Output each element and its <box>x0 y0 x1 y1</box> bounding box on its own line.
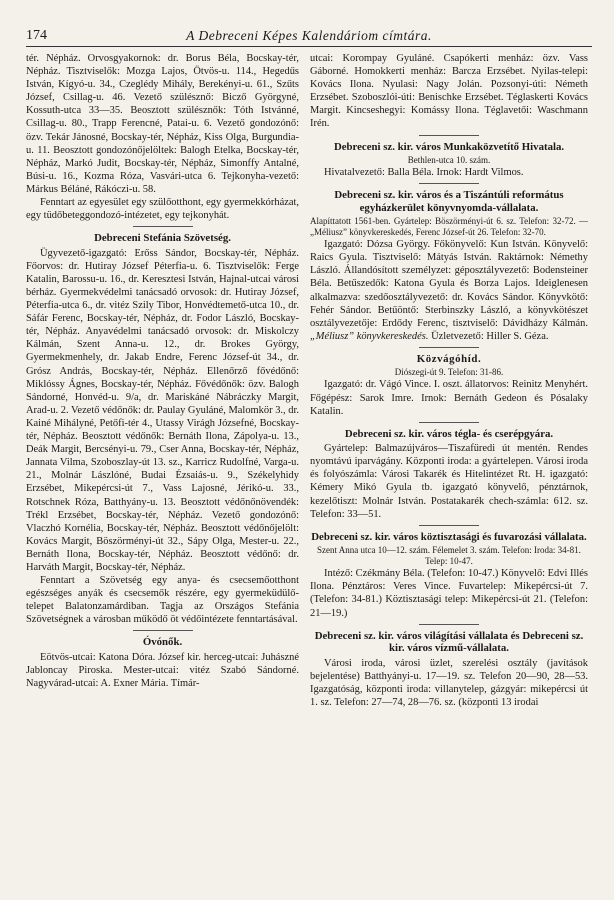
munkakozvetito-paragraph: Hivatalvezető: Balla Béla. Irnok: Hardt Vilmos. <box>324 167 524 179</box>
konyvnyomda-address: Alapíttatott 1561-ben. Gyártelep: Böszörményi-út 6. sz. Telefon: 32-72. — „Méliusz” könyvkereskedés, Ferenc József-út 26. Telefon: 32-70. <box>310 216 588 238</box>
running-title: A Debreceni Képes Kalendáriom címtára. <box>186 28 432 43</box>
tegla-paragraph: Gyártelep: Balmazújváros—Tiszafüredi út mentén. Rendes nyomtávú iparvágány. Központi iroda: a gyártelepen. Városi iroda és folyószámla: Városi Takarék és Hitelintézet Rt. H. igazgató: Kémery Mikó Gyula tb. igazgató könyvelő, pénztárnok, kezelőtiszt: Molnár István. Postatakarék chech-számla: 612. sz. Telefon: 33—51. <box>310 443 588 520</box>
munkakozvetito-section-title: Debreceni sz. kir. város Munkaközvetítő Hivatala. <box>333 140 565 153</box>
section-divider <box>419 135 479 136</box>
section-divider <box>419 624 479 625</box>
page-header <box>26 28 592 47</box>
intro-paragraph: tér. Népház. Orvosgyakornok: dr. Borus Béla, Bocskay-tér, Népház. Tisztviselők: Mozga Lajos, Ötvös-u. 114., Hegedűs István, Kígyó-u. 34., Czeglédy Mihály, Berekényi-u. 61., Szűts József, Csillag-u. 46. Vezető szülésznő: Bicző Györgyné, Kossuth-utca 33—35. Beosztott szülésznők: Tóth Istvánné, Csillag-u. 80., Trapp Ferencné, Patai-u. 6. Vezető gondozónő: özv. Tekár Jánosné, Bocskay-tér, Népház, Kiss Olga, Burgundia-u. 11. Beosztott gondozónőjelöltek: Balogh Etelka, Bocskay-tér, Népház, Markó Judit, Bocskay-tér, Népház, Simonffy Antalné, Búsi-u. 16., Kozma Róza, Vasvári-utca 6. Tejkonyha-vezető: Márkus Béláné, Rákóczi-u. 58. <box>26 53 299 195</box>
section-divider <box>133 630 193 631</box>
ovonok-paragraph: Eötvös-utcai: Katona Dóra. József kir. herceg-utcai: Juhászné Jabloncay Piroska. Mester-utcai: vitéz Szabó Sándorné. Nagyvárad-utcai: A. Exner Mária. Tímár- <box>26 651 299 690</box>
stefania-paragraph-2: Fenntart a Szövetség egy anya- és csecsemőotthont egészséges anyák és csecsemők részére, egy gyermeküdülő-telepet Balatonzamárdiban. Tagja az Országos Stefánia Szövetségnek a városban működő öt védőintézete fenntartásával. <box>26 575 299 626</box>
koztisztasagi-address: Szent Anna utca 10—12. szám. Félemelet 3. szám. Telefon: Iroda: 34-81. Telep: 10-47. <box>317 545 581 567</box>
kozvagohid-address: Diószegi-út 9. Telefon: 31-86. <box>394 367 504 378</box>
section-divider <box>133 226 193 227</box>
section-divider <box>419 183 479 184</box>
konyvnyomda-text-b: Üzletvezető: Hiller S. Géza. <box>428 330 549 342</box>
right-column <box>310 52 588 894</box>
meliusz-bookshop-name: „Méliusz” könyvkereskedés. <box>310 330 429 342</box>
ovonok-section-title: Óvónők. <box>142 636 183 649</box>
konyvnyomda-text-a: Igazgató: Dózsa György. Főkönyvelő: Kun István. Könyvelő: Raics Gyula. Tisztviselő: Mátyás István. Raktárnok: Némethy László. Állandósított személyzet: géposztályvezető: Bodensteiner Béla. Betűszedők: Katona Gyula és Borza Lajos. Ideiglenesen alkalmazva: szedőosztályvezető: dr. Kovács Sándor. Könyvkötő: Fehér Sándor. Betűöntő: Sterbinszky László, a könyvkötészet osztályvezetője: Erdődy Ferenc, tisztviselő: Dávidházy Kálmán. <box>310 239 588 329</box>
koztisztasagi-paragraph: Intéző: Czékmány Béla. (Telefon: 10-47.) Könyvelő: Edvi Illés Ilona. Pénztáros: Veres Vince. Fuvartelep: Mikepércsi-út 7. (Telefon: 34-81.) Köztisztasági telep: Mikepércsi-út 21. (Telefon: 21—19.) <box>310 568 588 619</box>
section-divider <box>419 347 479 348</box>
koztisztasagi-section-title: Debreceni sz. kir. város köztisztasági és fuvarozási vállalata. <box>311 530 587 543</box>
konyvnyomda-paragraph <box>310 238 588 343</box>
tegla-section-title: Debreceni sz. kir. város tégla- és cserépgyára. <box>344 427 554 440</box>
vilagitasi-paragraph: Városi iroda, városi üzlet, szerelési osztály (javítások bejelentése) Batthyányi-u. 17—19. sz. Telefon 20—90, 28—53. Igazgatóság, központi iroda: villanytelep, gázgyár: mikepércsi út 1. sz. Telefon: 27—74, 28—76. sz. (központi 13 irodai <box>310 657 588 708</box>
page-number: 174 <box>26 28 47 43</box>
section-divider <box>419 422 479 423</box>
left-column <box>26 52 299 894</box>
stefania-section-title: Debreceni Stefánia Szövetség. <box>94 232 231 245</box>
kozvagohid-section-title: Közvágóhíd. <box>416 352 482 365</box>
ovonok-continued-paragraph: utcai: Korompay Gyuláné. Csapókerti menház: özv. Vass Gáborné. Homokkerti menház: Barcza Erzsébet. Nyilas-telepi: Kovács Ilona. Nyulasi: Nagy Jolán. Pozsonyi-úti: Németh Erzsébet. Szoboszlói-úti: Benischke Erzsébet. Téglaskerti Kovács Margit. Kincseshegyi: Komássy Ilona. Téglavetői: Waschmann Irén. <box>310 53 588 130</box>
kozvagohid-paragraph: Igazgató: dr. Vágó Vince. I. oszt. állatorvos: Reinitz Menyhért. Főgépész: Sarok Imre. Irnok: Bernáth Gedeon és Pósalaky Katalin. <box>310 379 588 417</box>
konyvnyomda-section-title: Debreceni sz. kir. város és a Tiszántúli református egyházkerület könyvnyomda-vállalata. <box>334 189 564 214</box>
intro-paragraph-2: Fenntart az egyesület egy szülőotthont, egy gyermekkórházat, egy tüdőbeteggondozó-intézetet, egy tejkonyhát. <box>26 197 299 222</box>
munkakozvetito-address: Bethlen-utca 10. szám. <box>407 155 491 166</box>
vilagitasi-section-title: Debreceni sz. kir. város világítási vállalata és Debreceni sz. kir. város vízmű-vállalata. <box>314 629 584 655</box>
stefania-paragraph: Ügyvezető-igazgató: Erőss Sándor, Bocskay-tér, Népház. Főorvos: dr. Hutiray József Péterfia-u. 6. Tisztviselők: Ferge Katalin, Barossu-u. 16., dr. Keresztesi István, Hajnal-utcai városi bérház. Gyermekvédelmi tanácsadó orvosok: dr. Hutiray József, Péterfia-utca 6., dr. vitéz Szily Tibor, Honvédtemető-utca 10., dr. Sáfár Ferenc, Bocskay-tér, Népház, dr. Fodor László, Bocskay-tér, Népház. Anyavédelmi tanácsadó orvosok: dr. Miskolczy Kálmán, Szent Anna-u. 12., dr. Brokes György, Gyermekmenhely, dr. Jakab Endre, Ferenc József-út 34., dr. Grósz András, Bocskay-tér, Népház. Ellenőrző fővédőnő: Miklóssy Ágnes, Bocskay-tér, Népház. Fővédőnők: özv. Balogh Sándorné, Honvéd-u. 9/a, dr. Mariskáné Nábráczky Margit, Arad-u. 2. Vezető védőnők: dr. Paulay Gyuláné, Malomkör 3., dr. Kainé Mihályné, Petőfi-tér 4., Utassy Virágh Józsefné, Bocskay-tér, Népház. Beosztott védőnők: Bernáth Ilona, Zápolya-u. 13., Deák Margit, Bercsényi-u. 79., Cser Anna, Bocskay-tér, Népház, Jannata Vilma, Szoboszlay-út 13. sz., Karricz Rudolfné, Varga-u. 21., Molnár Lászlóné, Budai Ézsaiás-u. 9., Székelyhidy Erzsébet, Mikepércsi-út 7., Vass Lajosné, Jérikó-u. 33., Rotschnek Róza, Batthyány-u. 13. Beosztott védőnőnövendék: Trékl Erzsébet, Bocskay-tér, Népház. Vezető gondozónő: Vlaczhó Kornélia, Bocskay-tér, Népház. Beosztott védőnőjelölt: Kovács Margit, Böszörményi-út 32., Sápy Olga, Mester-u. 22., Bernáth Ilona, Bocskay-tér, Népház. Beosztott védőnő: dr. Harváth Margit, Bocskay-tér, Népház. <box>26 247 299 573</box>
section-divider <box>419 525 479 526</box>
